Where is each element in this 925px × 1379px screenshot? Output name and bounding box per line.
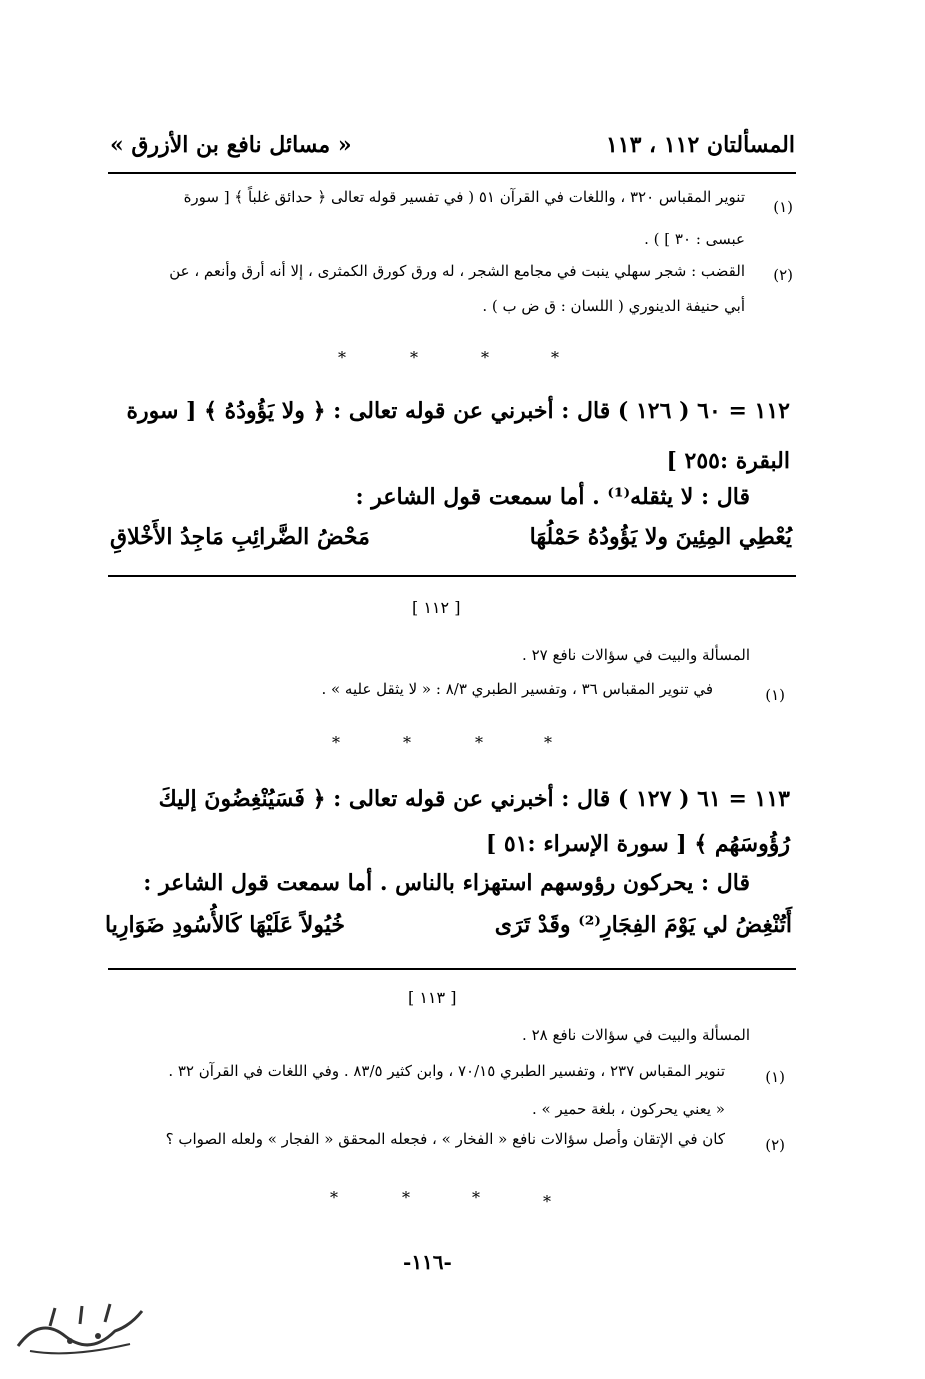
star: *: [403, 733, 411, 752]
page-number: -١١٦-: [403, 1250, 452, 1274]
footnote-number: (٢): [773, 266, 793, 284]
star: *: [338, 348, 346, 367]
footnote-text: في تنوير المقباس ٣٦ ، وتفسير الطبري ٨/٣ : « لا يثقل عليه » .: [321, 680, 713, 698]
entry-112-answer: قال : لا يثقله⁽¹⁾ . أما سمعت قول الشاعر :: [355, 484, 750, 510]
library-stamp-logo: [10, 1296, 150, 1366]
footnote-text: تنوير المقباس ٢٣٧ ، وتفسير الطبري ٧٠/١٥ ، وابن كثير ٨٣/٥ . وفي اللغات في القرآن ٣٢ .: [168, 1062, 725, 1080]
running-header: [110, 128, 795, 168]
star: *: [410, 348, 418, 367]
footnote-text: كان في الإتقان وأصل سؤالات نافع « الفخار » ، فجعله المحقق « الفجار » ولعله الصواب ؟: [165, 1130, 725, 1148]
footnote-text: « يعني يحركون ، بلغة حمير » .: [532, 1100, 725, 1118]
footnote-text: عبسى : ٣٠ ] ) .: [644, 230, 745, 248]
star: *: [481, 348, 489, 367]
entry-113-answer: قال : يحركون رؤوسهم استهزاء بالناس . أما سمعت قول الشاعر :: [143, 870, 750, 896]
header-book-title: « مسائل نافع بن الأزرق »: [110, 132, 352, 158]
footnote-number: (١): [765, 686, 785, 704]
star: *: [330, 1188, 338, 1207]
verse-113-first-hemistich: أَتُنْغِضُ لي يَوْمَ الفِجَارِ⁽²⁾ وقَدْ تَرَى: [494, 912, 792, 938]
section-rule: [108, 575, 796, 577]
entry-112-note: المسألة والبيت في سؤالات نافع ٢٧ .: [522, 646, 750, 664]
footnote-text: أبي حنيفة الدينوري ( اللسان : ق ض ب ) .: [482, 297, 745, 315]
footnote-text: القضب : شجر سهلي ينبت في مجامع الشجر ، له ورق كورق الكمثرى ، إلا أنه أرق وأنعم ، عن: [169, 262, 745, 280]
star: *: [332, 733, 340, 752]
entry-113-question-cont: رُؤُوسَهُم ﴾ [ سورة الإسراء :٥١ ]: [485, 831, 790, 857]
star: *: [544, 733, 552, 752]
footnote-text: تنوير المقباس ٣٢٠ ، واللغات في القرآن ٥١ ( في تفسير قوله تعالى ﴿ حدائق غلباً ﴾ [ سورة: [183, 188, 745, 206]
star: *: [543, 1192, 551, 1211]
entry-112-question: ١١٢ = ٦٠ ( ١٢٦ ) قال : أخبرني عن قوله تعالى : ﴿ ولا يَؤُودُهُ ﴾ [ سورة: [126, 398, 790, 424]
section-rule: [108, 968, 796, 970]
entry-112-question-cont: البقرة :٢٥٥ ]: [666, 448, 790, 474]
star: *: [472, 1188, 480, 1207]
header-section-title: المسألتان ١١٢ ، ١١٣: [605, 132, 795, 158]
entry-112-number: [ ١١٢ ]: [412, 598, 461, 617]
footnote-number: (٢): [765, 1136, 785, 1154]
star: *: [475, 733, 483, 752]
header-rule: [108, 172, 796, 174]
entry-113-note: المسألة والبيت في سؤالات نافع ٢٨ .: [522, 1026, 750, 1044]
verse-112-first-hemistich: يُعْطِي المِئِينَ ولا يَؤُودُهُ حَمْلُهَا: [529, 524, 792, 550]
entry-113-question: ١١٣ = ٦١ ( ١٢٧ ) قال : أخبرني عن قوله تعالى : ﴿ فَسَيُنْغِضُونَ إليكَ: [158, 786, 790, 812]
footnote-number: (١): [765, 1068, 785, 1086]
footnote-number: (١): [773, 198, 793, 216]
verse-113-second-hemistich: خُيُولاً عَلَيْهَا كَالأُسُودِ ضَوَارِيا: [105, 912, 345, 938]
verse-112-second-hemistich: مَحْضُ الضَّرائِبِ مَاجِدُ الأَخْلاقِ: [110, 524, 370, 550]
entry-113-number: [ ١١٣ ]: [408, 988, 457, 1007]
star: *: [551, 348, 559, 367]
star: *: [402, 1188, 410, 1207]
